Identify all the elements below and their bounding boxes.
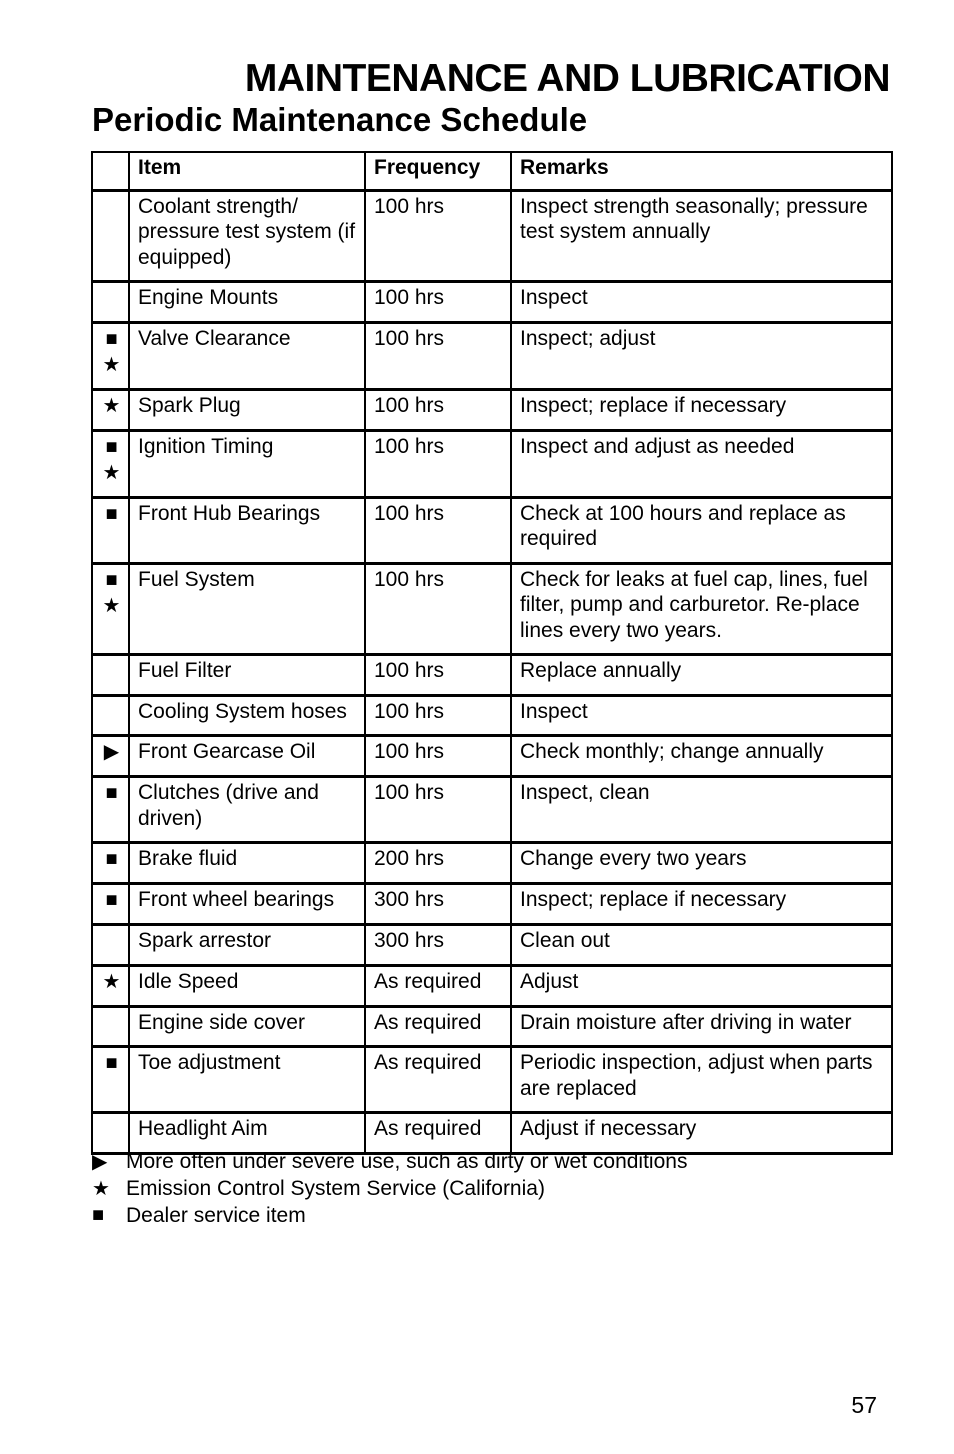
service-marks-cell [92, 925, 129, 966]
table-row [92, 497, 892, 563]
table-body [92, 190, 892, 1153]
severe-use-icon: ▶ [92, 1151, 108, 1173]
remarks-cell: Check for leaks at fuel cap, lines, fuel filter, pump and carburetor. Re-place lines every two years. [511, 563, 892, 655]
frequency-cell: 300 hrs [365, 884, 511, 925]
remarks-cell: Inspect, clean [511, 777, 892, 843]
item-cell: Cooling System hoses [129, 695, 365, 736]
dealer-square-icon: ■ [105, 327, 118, 350]
table-row [92, 190, 892, 282]
frequency-cell: 100 hrs [365, 777, 511, 843]
service-marks-cell [92, 497, 129, 563]
table-row [92, 843, 892, 884]
page-number: 57 [851, 1392, 877, 1418]
item-cell: Spark arrestor [129, 925, 365, 966]
legend-item [90, 1202, 687, 1229]
emission-star-icon: ★ [92, 1178, 110, 1200]
service-marks-cell [92, 1006, 129, 1047]
table-row [92, 925, 892, 966]
table-row [92, 884, 892, 925]
column-header-remarks: Remarks [511, 152, 892, 190]
item-cell: Engine side cover [129, 1006, 365, 1047]
service-marks-cell [92, 389, 129, 430]
frequency-cell: As required [365, 1113, 511, 1154]
service-marks-cell [92, 777, 129, 843]
legend-item [90, 1148, 687, 1175]
emission-star-icon: ★ [102, 394, 121, 417]
item-cell: Front wheel bearings [129, 884, 365, 925]
frequency-cell: 100 hrs [365, 736, 511, 777]
remarks-cell: Clean out [511, 925, 892, 966]
remarks-cell: Inspect strength seasonally; pressure test system annually [511, 190, 892, 282]
dealer-square-icon: ■ [105, 848, 118, 870]
table-row [92, 777, 892, 843]
severe-use-icon: ▶ [103, 741, 120, 763]
frequency-cell: 300 hrs [365, 925, 511, 966]
legend [90, 1148, 687, 1229]
frequency-cell: 100 hrs [365, 190, 511, 282]
column-header-frequency: Frequency [365, 152, 511, 190]
remarks-cell: Inspect [511, 282, 892, 323]
service-marks-cell [92, 430, 129, 497]
table-row [92, 1047, 892, 1113]
service-marks-cell [92, 965, 129, 1006]
maintenance-schedule-table [91, 151, 893, 1155]
remarks-cell: Check at 100 hours and replace as required [511, 497, 892, 563]
table-row [92, 389, 892, 430]
frequency-cell: As required [365, 965, 511, 1006]
dealer-square-icon: ■ [105, 782, 118, 804]
legend-item [90, 1175, 687, 1202]
dealer-square-icon: ■ [92, 1204, 105, 1226]
frequency-cell: 200 hrs [365, 843, 511, 884]
remarks-cell: Periodic inspection, adjust when parts are replaced [511, 1047, 892, 1113]
dealer-square-icon: ■ [105, 889, 118, 911]
frequency-cell: 100 hrs [365, 655, 511, 696]
column-header-marks [92, 152, 129, 190]
service-marks-cell [92, 1047, 129, 1113]
remarks-cell: Check monthly; change annually [511, 736, 892, 777]
table-row [92, 965, 892, 1006]
item-cell: Engine Mounts [129, 282, 365, 323]
service-marks-cell [92, 884, 129, 925]
service-marks-cell [92, 655, 129, 696]
item-cell: Spark Plug [129, 389, 365, 430]
dealer-square-icon: ■ [105, 1052, 118, 1074]
remarks-cell: Adjust [511, 965, 892, 1006]
frequency-cell: 100 hrs [365, 430, 511, 497]
table-row [92, 1113, 892, 1154]
service-marks-cell [92, 695, 129, 736]
service-marks-cell [92, 843, 129, 884]
table-header-row [92, 152, 892, 190]
dealer-square-icon: ■ [105, 502, 118, 525]
remarks-cell: Inspect; adjust [511, 322, 892, 389]
remarks-cell: Replace annually [511, 655, 892, 696]
item-cell: Headlight Aim [129, 1113, 365, 1154]
service-marks-cell [92, 1113, 129, 1154]
emission-star-icon: ★ [102, 353, 121, 376]
item-cell: Coolant strength/ pressure test system (if equipped) [129, 190, 365, 282]
frequency-cell: 100 hrs [365, 322, 511, 389]
table-row [92, 282, 892, 323]
frequency-cell: As required [365, 1006, 511, 1047]
table-row [92, 695, 892, 736]
remarks-cell: Adjust if necessary [511, 1113, 892, 1154]
column-header-item: Item [129, 152, 365, 190]
service-marks-cell [92, 322, 129, 389]
item-cell: Front Hub Bearings [129, 497, 365, 563]
emission-star-icon: ★ [102, 970, 121, 993]
section-title: Periodic Maintenance Schedule [92, 101, 588, 138]
item-cell: Ignition Timing [129, 430, 365, 497]
emission-star-icon: ★ [102, 594, 121, 617]
item-cell: Toe adjustment [129, 1047, 365, 1113]
remarks-cell: Inspect; replace if necessary [511, 389, 892, 430]
page-title: MAINTENANCE AND LUBRICATION [244, 57, 890, 100]
remarks-cell: Change every two years [511, 843, 892, 884]
frequency-cell: 100 hrs [365, 389, 511, 430]
frequency-cell: 100 hrs [365, 282, 511, 323]
frequency-cell: As required [365, 1047, 511, 1113]
remarks-cell: Inspect [511, 695, 892, 736]
dealer-square-icon: ■ [105, 568, 118, 591]
table-row [92, 563, 892, 655]
service-marks-cell [92, 736, 129, 777]
remarks-cell: Inspect and adjust as needed [511, 430, 892, 497]
emission-star-icon: ★ [102, 461, 121, 484]
table-row [92, 655, 892, 696]
frequency-cell: 100 hrs [365, 497, 511, 563]
item-cell: Brake fluid [129, 843, 365, 884]
dealer-square-icon: ■ [105, 435, 118, 458]
service-marks-cell [92, 282, 129, 323]
frequency-cell: 100 hrs [365, 695, 511, 736]
item-cell: Front Gearcase Oil [129, 736, 365, 777]
service-marks-cell [92, 190, 129, 282]
table-row [92, 430, 892, 497]
item-cell: Valve Clearance [129, 322, 365, 389]
service-marks-cell [92, 563, 129, 655]
item-cell: Fuel System [129, 563, 365, 655]
table-row [92, 322, 892, 389]
frequency-cell: 100 hrs [365, 563, 511, 655]
item-cell: Fuel Filter [129, 655, 365, 696]
legend-text: More often under severe use, such as dirty or wet conditions [126, 1149, 688, 1173]
remarks-cell: Inspect; replace if necessary [511, 884, 892, 925]
table-row [92, 736, 892, 777]
item-cell: Idle Speed [129, 965, 365, 1006]
remarks-cell: Drain moisture after driving in water [511, 1006, 892, 1047]
item-cell: Clutches (drive and driven) [129, 777, 365, 843]
table-row [92, 1006, 892, 1047]
legend-text: Dealer service item [126, 1203, 306, 1227]
legend-text: Emission Control System Service (California) [126, 1176, 545, 1200]
